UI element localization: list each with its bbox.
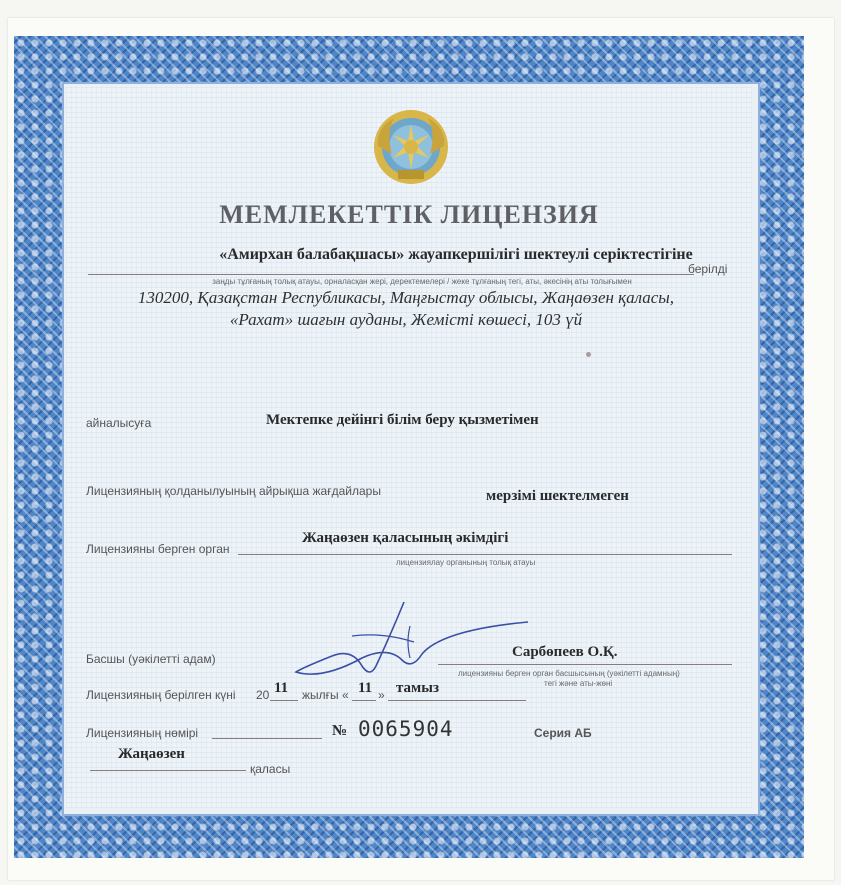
issuer-label: Лицензияны берген орган	[86, 542, 230, 556]
quote-close: »	[378, 688, 385, 702]
address-line-1: 130200, Қазақстан Республикасы, Маңғыстау облысы, Жаңаөзен қаласы,	[137, 288, 675, 307]
issuer-line	[238, 554, 732, 555]
head-label: Басшы (уәкілетті адам)	[86, 652, 216, 666]
issued-word: берілді	[688, 262, 728, 276]
issuer-caption: лицензиялау органының толық атауы	[396, 558, 536, 567]
issuer-value: Жаңаөзен қаласының әкімдігі	[302, 530, 509, 546]
licensee-line	[88, 274, 694, 275]
conditions-value: мерзімі шектелмеген	[486, 488, 629, 504]
quote-open: «	[342, 688, 349, 702]
license-field	[66, 86, 752, 808]
licensee-caption: заңды тұлғаның толық атауы, орналасқан жері, деректемелері / жеке тұлғаның тегі, аты, әкесінің аты толығымен	[212, 277, 632, 286]
address-line-2: «Рахат» шағын ауданы, Жемісті көшесі, 103 үй	[229, 310, 583, 329]
punch-mark	[586, 352, 591, 357]
head-line	[438, 664, 732, 665]
number-label: Лицензияның нөмірі	[86, 726, 199, 740]
year-word: жылғы	[302, 688, 339, 702]
activity-label: айналысуға	[86, 416, 152, 430]
city-word: қаласы	[250, 762, 291, 776]
series-label: Серия АБ	[534, 726, 592, 740]
date-label: Лицензияның берілген күні	[86, 688, 236, 702]
head-caption-1: лицензияны берген орган басшысының (уәкілетті адамның)	[458, 669, 680, 678]
page-title: МЕМЛЕКЕТТІК ЛИЦЕНЗИЯ	[219, 200, 599, 229]
year-line	[270, 700, 298, 701]
licensee-name: «Амирхан балабақшасы» жауапкершілігі шектеулі серіктестігіне	[219, 246, 693, 263]
state-emblem-icon	[372, 108, 450, 186]
head-caption-2: тегі және аты-жөні	[544, 679, 613, 688]
city-value: Жаңаөзен	[118, 746, 185, 762]
year-value: 11	[274, 680, 289, 696]
day-line	[352, 700, 376, 701]
year-prefix: 20	[256, 688, 270, 702]
conditions-label: Лицензияның қолданылуының айрықша жағдайлары	[86, 484, 381, 498]
number-sign: №	[332, 723, 348, 739]
number-line	[212, 738, 322, 739]
month-line	[388, 700, 526, 701]
head-name: Сарбөпеев О.Қ.	[512, 644, 618, 660]
month-value: тамыз	[396, 680, 440, 696]
city-line	[90, 770, 246, 771]
license-number: 0065904	[358, 717, 454, 741]
day-value: 11	[358, 680, 373, 696]
activity-value: Мектепке дейінгі білім беру қызметімен	[266, 412, 539, 428]
